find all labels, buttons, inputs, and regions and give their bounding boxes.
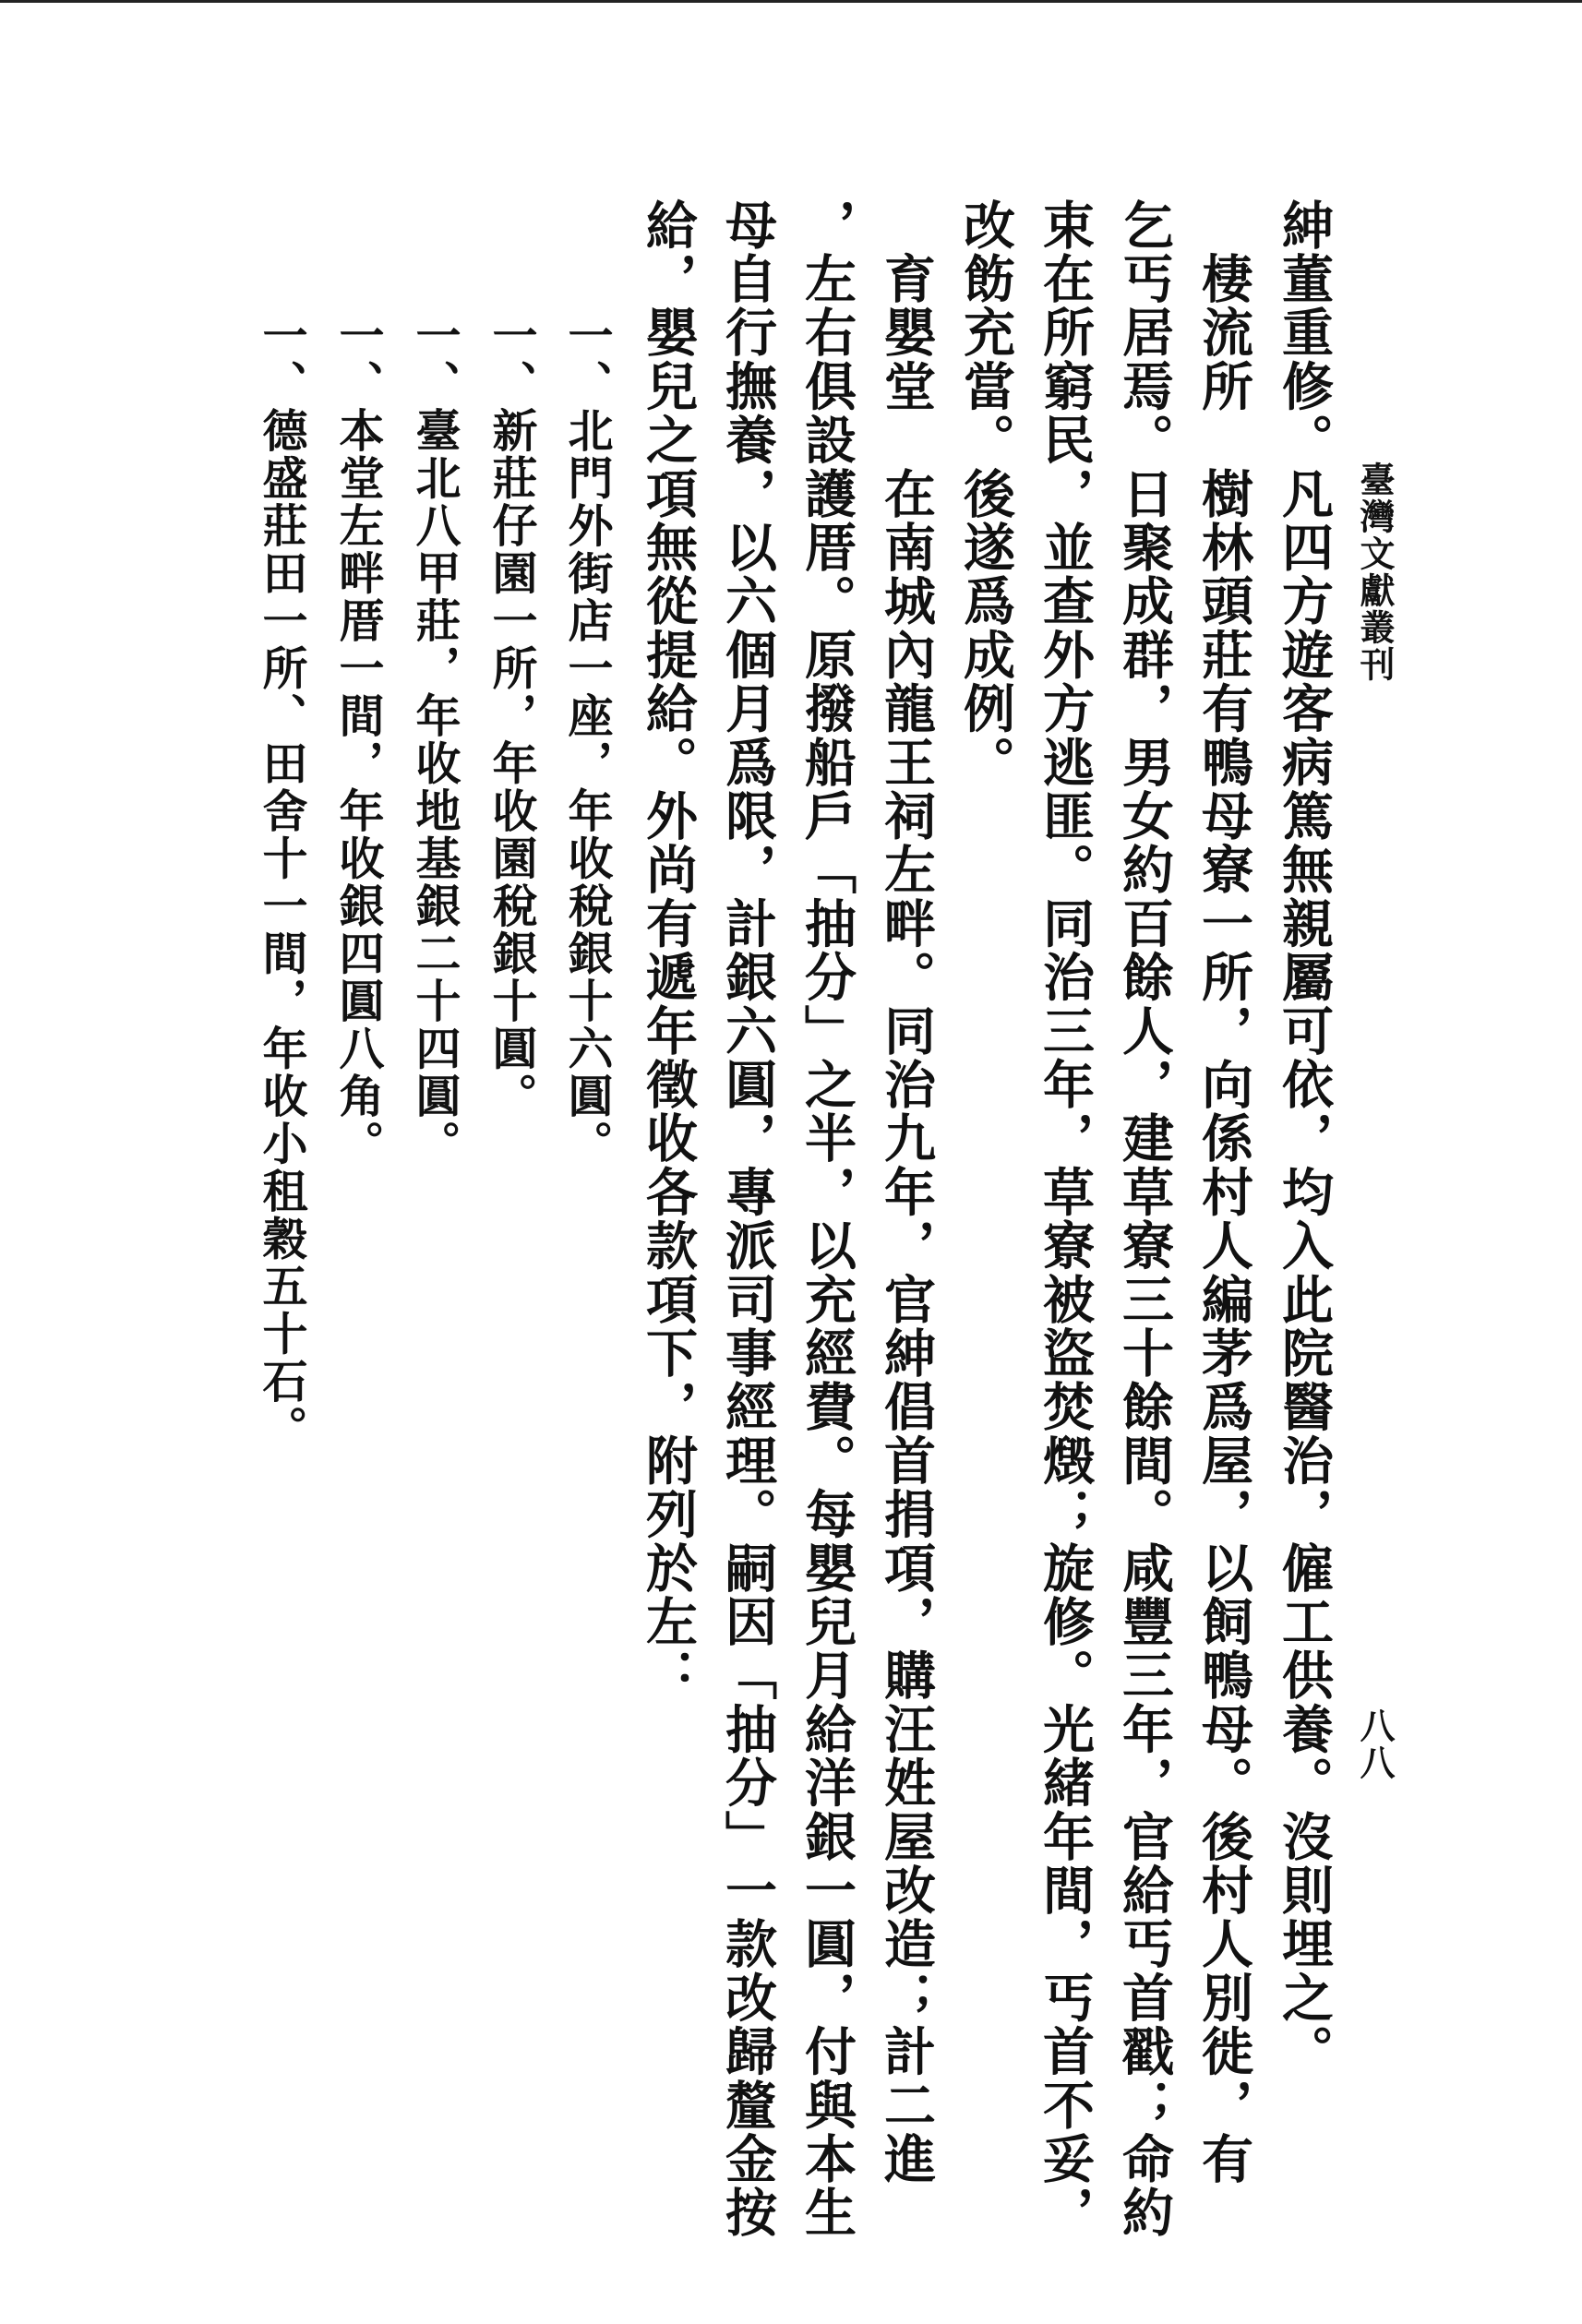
- series-title: 臺灣文獻叢刊: [1354, 461, 1396, 683]
- body-line: 束在所窮民，並查外方逃匪。同治三年，草寮被盜焚燬；旋修。光緒年間，丐首不妥，: [1035, 198, 1096, 2240]
- body-line: 乞丐居焉。日聚成群，男女約百餘人，建草寮三十餘間。咸豐三年，官給丐首戳；命約: [1114, 198, 1175, 2240]
- list-item: 一、新莊仔園一所，年收園稅銀十圓。: [485, 312, 539, 1120]
- list-item: 一、北門外街店一座，年收稅銀十六圓。: [561, 312, 615, 1168]
- body-line: ，左右俱設護厝。原撥船戶「抽分」之半，以充經費。每嬰兒月給洋銀一圓，付與本生: [797, 198, 857, 2240]
- list-item: 一、本堂左畔厝一間，年收銀四圓八角。: [332, 312, 386, 1168]
- body-line: 紳董重修。凡四方遊客病篤無親屬可依，均入此院醫治，僱工供養。沒則埋之。: [1274, 198, 1335, 2078]
- body-line: 棲流所 樹林頭莊有鴨母寮一所，向係村人編茅爲屋，以飼鴨母。後村人別徙，有: [1193, 198, 1254, 2186]
- page-number: 八八: [1354, 1707, 1396, 1781]
- list-item: 一、德盛莊田一所、田舍十一間，年收小租穀五十石。: [256, 312, 309, 1453]
- body-line: 育嬰堂 在南城內龍王祠左畔。同治九年，官紳倡首捐項，購汪姓屋改造；計二進: [876, 198, 937, 2186]
- body-line: 母自行撫養，以六個月爲限，計銀六圓，專派司事經理。嗣因「抽分」一款改歸釐金按: [717, 198, 778, 2240]
- top-border-rule: [0, 0, 1582, 3]
- list-item: 一、臺北八甲莊，年收地基銀二十四圓。: [409, 312, 462, 1168]
- body-line: 給，嬰兒之項無從提給。外尚有遞年徵收各款項下，附列於左：: [638, 198, 699, 1703]
- body-line: 改飭充當。後遂爲成例。: [955, 198, 1016, 790]
